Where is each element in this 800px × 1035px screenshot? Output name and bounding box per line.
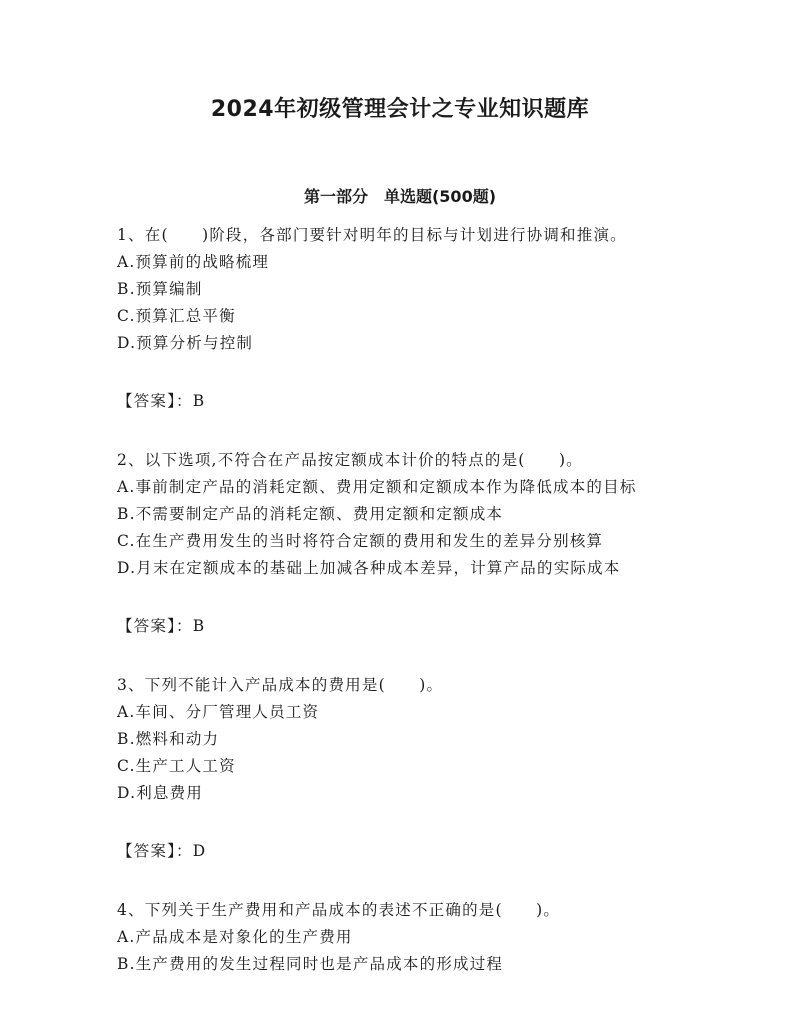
question-option: A.预算前的战略梳理	[117, 253, 270, 271]
document-title: 2024年初级管理会计之专业知识题库	[210, 97, 590, 122]
question-answer: 【答案】：B	[117, 392, 206, 410]
question-option: C.预算汇总平衡	[117, 307, 236, 325]
question-item	[117, 672, 677, 865]
question-option: D.利息费用	[117, 784, 204, 802]
question-option: A.产品成本是对象化的生产费用	[117, 928, 353, 946]
question-option: C.在生产费用发生的当时将符合定额的费用和发生的差异分别核算	[117, 532, 604, 550]
question-option: D.月末在定额成本的基础上加减各种成本差异，计算产品的实际成本	[117, 559, 621, 577]
question-answer: 【答案】：D	[117, 842, 207, 860]
question-option: C.生产工人工资	[117, 757, 236, 775]
question-list	[117, 222, 677, 1010]
question-stem: 1、在( )阶段，各部门要针对明年的目标与计划进行协调和推演。	[117, 226, 627, 244]
question-option: B.生产费用的发生过程同时也是产品成本的形成过程	[117, 955, 504, 973]
question-option: B.预算编制	[117, 280, 203, 298]
question-answer: 【答案】：B	[117, 617, 206, 635]
question-option: A.事前制定产品的消耗定额、费用定额和定额成本作为降低成本的目标	[117, 478, 637, 496]
question-option: B.燃料和动力	[117, 730, 220, 748]
question-item	[117, 222, 677, 415]
question-option: B.不需要制定产品的消耗定额、费用定额和定额成本	[117, 505, 504, 523]
question-option: A.车间、分厂管理人员工资	[117, 703, 320, 721]
question-option: D.预算分析与控制	[117, 334, 254, 352]
question-item	[117, 447, 677, 640]
question-stem: 2、以下选项,不符合在产品按定额成本计价的特点的是( )。	[117, 451, 583, 469]
question-item	[117, 897, 677, 978]
question-stem: 4、下列关于生产费用和产品成本的表述不正确的是( )。	[117, 901, 561, 919]
question-stem: 3、下列不能计入产品成本的费用是( )。	[117, 676, 444, 694]
section-title: 第一部分 单选题(500题)	[303, 187, 497, 206]
